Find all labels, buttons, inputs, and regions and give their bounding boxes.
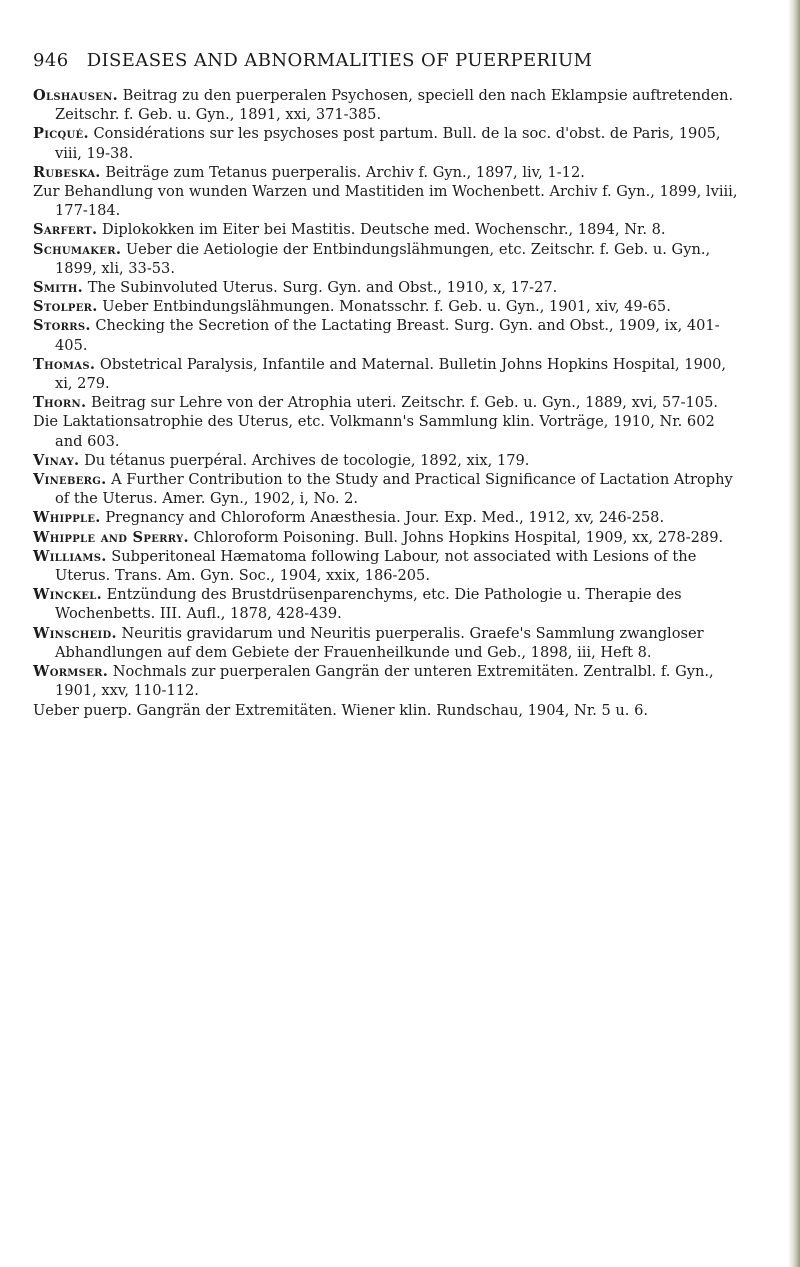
reference-entry [33,316,745,354]
reference-author: Winscheid. [33,624,117,642]
reference-text: Beitrag zu den puerperalen Psychosen, speciell den nach Eklampsie auftretenden. Zeitschr. f. Geb. u. Gyn., 1891, xxi, 371-385. [55,87,734,124]
reference-entry [33,297,745,316]
reference-text: Chloroform Poisoning. Bull. Johns Hopkins Hospital, 1909, xx, 278-289. [193,528,724,546]
reference-author: Picqué. [33,125,89,143]
reference-author: Whipple. [33,509,101,527]
page-number: 946 [33,50,69,71]
reference-text: Beiträge zum Tetanus puerperalis. Archiv f. Gyn., 1897, liv, 1-12. [105,163,585,181]
reference-text: Ueber puerp. Gangrän der Extremitäten. Wiener klin. Rundschau, 1904, Nr. 5 u. 6. [33,701,649,719]
reference-text: Obstetrical Paralysis, Infantile and Maternal. Bulletin Johns Hopkins Hospital, 1900, xi, 279. [55,355,727,393]
reference-entry [33,662,745,700]
page-edge-shadow [788,0,800,1267]
page-header [33,50,760,71]
reference-entry [33,182,745,220]
reference-author: Vineberg. [33,471,107,489]
reference-text: Ueber Entbindungslähmungen. Monatsschr. f. Geb. u. Gyn., 1901, xiv, 49-65. [102,298,671,316]
reference-entry [33,585,745,623]
reference-text: Diplokokken im Eiter bei Mastitis. Deutsche med. Wochenschr., 1894, Nr. 8. [102,221,666,239]
reference-author: Rubeska. [33,163,101,181]
reference-author: Olshausen. [33,87,118,104]
reference-author: Sarfert. [33,221,98,239]
reference-text: Checking the Secretion of the Lactating Breast. Surg. Gyn. and Obst., 1909, ix, 401-405. [55,317,720,354]
reference-entry [33,393,745,412]
reference-entry [33,355,745,393]
reference-author: Whipple and Sperry. [33,528,189,546]
reference-author: Winckel. [33,586,102,604]
reference-author: Williams. [33,547,107,565]
reference-text: Considérations sur les psychoses post partum. Bull. de la soc. d'obst. de Paris, 1905, viii, 19-38. [55,125,721,162]
reference-text: Pregnancy and Chloroform Anæsthesia. Jour. Exp. Med., 1912, xv, 246-258. [105,509,665,527]
reference-author: Thomas. [33,355,96,373]
reference-text: Zur Behandlung von wunden Warzen und Mastitiden im Wochenbett. Archiv f. Gyn., 1899, lviii, 177-184. [33,183,738,220]
reference-text: Du tétanus puerpéral. Archives de tocologie, 1892, xix, 179. [84,451,530,469]
reference-author: Schumaker. [33,240,122,258]
reference-entry [33,508,745,527]
reference-entry [33,220,745,239]
reference-text: Entzündung des Brustdrüsenparenchyms, etc. Die Pathologie u. Therapie des Wochenbetts. III. Aufl., 1878, 428-439. [55,586,682,623]
reference-entry [33,547,745,585]
reference-text: The Subinvoluted Uterus. Surg. Gyn. and Obst., 1910, x, 17-27. [87,279,558,297]
reference-text: Beitrag sur Lehre von der Atrophia uteri. Zeitschr. f. Geb. u. Gyn., 1889, xvi, 57-105. [91,394,718,412]
reference-author: Smith. [33,279,84,297]
reference-entry [33,86,745,124]
reference-entry [33,124,745,162]
reference-text: A Further Contribution to the Study and Practical Significance of Lactation Atrophy of the Uterus. Amer. Gyn., 1902, i, No. 2. [55,471,733,508]
reference-author: Thorn. [33,394,87,412]
reference-text: Nochmals zur puerperalen Gangrän der unteren Extremitäten. Zentralbl. f. Gyn., 1901, xxv, 110-112. [55,663,714,700]
reference-text: Subperitoneal Hæmatoma following Labour, not associated with Lesions of the Uterus. Trans. Am. Gyn. Soc., 1904, xxix, 186-205. [55,547,697,585]
reference-text: Die Laktationsatrophie des Uterus, etc. Volkmann's Sammlung klin. Vorträge, 1910, Nr. 602 and 603. [33,413,715,450]
reference-list [33,86,745,720]
reference-entry [33,451,745,470]
reference-entry [33,412,745,450]
reference-text: Neuritis gravidarum und Neuritis puerperalis. Graefe's Sammlung zwangloser Abhandlungen auf dem Gebiete der Frauenheilkunde und Geb., 1898, iii, Heft 8. [55,624,704,661]
reference-entry [33,528,745,547]
reference-entry [33,470,745,508]
reference-entry [33,624,745,662]
reference-author: Storrs. [33,317,91,335]
running-title: DISEASES AND ABNORMALITIES OF PUERPERIUM [86,50,593,71]
reference-text: Ueber die Aetiologie der Entbindungslähmungen, etc. Zeitschr. f. Geb. u. Gyn., 1899, xli, 33-53. [55,240,711,277]
reference-author: Wormser. [33,663,109,681]
reference-entry [33,701,745,720]
reference-entry [33,240,745,278]
reference-entry [33,163,745,182]
reference-author: Stolper. [33,298,98,316]
reference-author: Vinay. [33,451,80,469]
reference-entry [33,278,745,297]
